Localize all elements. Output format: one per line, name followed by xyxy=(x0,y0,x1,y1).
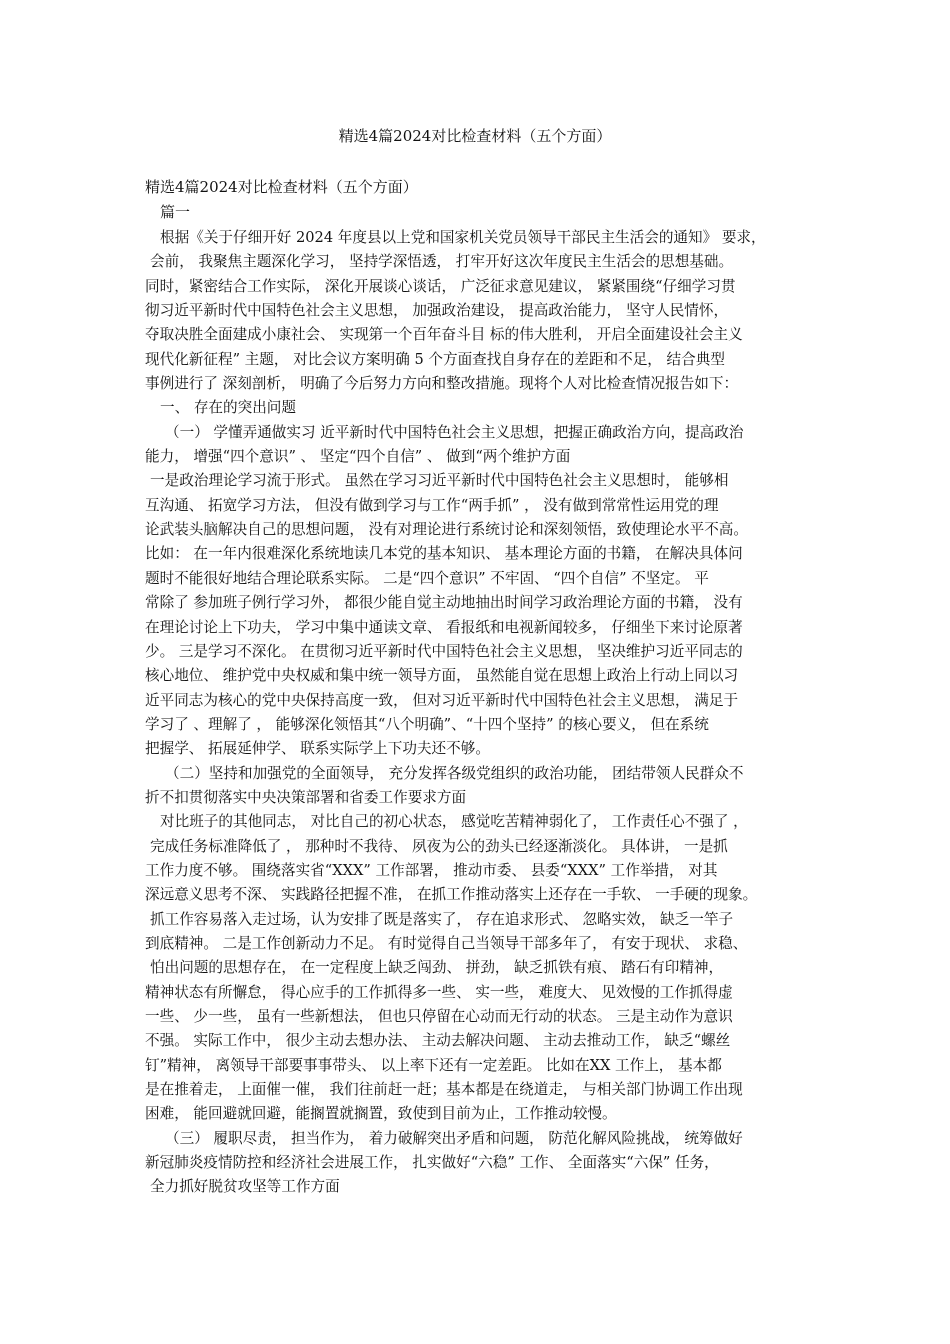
body-line: 在理论讨论上下功夫， 学习中集中通读文章、 看报纸和电视新闻较多， 仔细坐下来讨论原著 xyxy=(145,618,743,636)
body-line: 深远意义思考不深、 实践路径把握不准， 在抓工作推动落实上还存在一手软、 一手硬的现象。 xyxy=(145,886,758,904)
body-line: 一、 存在的突出问题 xyxy=(160,399,296,417)
body-line: 少。 三是学习不深化。 在贯彻习近平新时代中国特色社会主义思想， 坚决维护习近平同志的 xyxy=(145,642,743,660)
body-line: 困难， 能回避就回避，能搁置就搁置，致使到目前为止，工作推动较慢。 xyxy=(145,1105,617,1123)
body-line: （三） 履职尽责， 担当作为， 着力破解突出矛盾和问题， 防范化解风险挑战， 统筹做好 xyxy=(165,1129,743,1147)
body-line: 现代化新征程” 主题， 对比会议方案明确 5 个方面查找自身存在的差距和不足， 结合典型 xyxy=(145,350,725,368)
document-body xyxy=(145,226,825,1200)
body-line: 核心地位、 维护党中央权威和集中统一领导方面， 虽然能自觉在思想上政治上行动上同以习 xyxy=(145,667,739,685)
document-title: 精选4篇2024对比检查材料（五个方面） xyxy=(338,127,612,145)
body-line: 把握学、 拓展延伸学、 联系实际学上下功夫还不够。 xyxy=(145,740,490,758)
body-line: 对比班子的其他同志， 对比自己的初心状态， 感觉吃苦精神弱化了， 工作责任心不强了 ， xyxy=(160,813,748,831)
body-line: 学习了 、理解了 ， 能够深化领悟其“八个明确”、“十四个坚持” 的核心要义， 但在系统 xyxy=(145,715,709,733)
body-line: 折不扣贯彻落实中央决策部署和省委工作要求方面 xyxy=(145,788,467,806)
body-line: 能力， 增强“四个意识” 、 坚定“四个自信” 、 做到“两个维护方面 xyxy=(145,448,571,466)
body-line: 是在推着走， 上面催一催， 我们往前赶一赶；基本都是在绕道走， 与相关部门协调工作出现 xyxy=(145,1081,743,1099)
body-line: 新冠肺炎疫情防控和经济社会进展工作， 扎实做好“六稳” 工作、 全面落实“六保” 任务， xyxy=(145,1154,719,1172)
part-label: 篇一 xyxy=(160,203,191,221)
body-line: 会前， 我聚焦主题深化学习， 坚持学深悟透， 打牢开好这次年度民主生活会的思想基础。 xyxy=(150,253,734,271)
body-line: 钉”精神， 离领导干部要事事带头、 以上率下还有一定差距。 比如在XX 工作上， 基本都 xyxy=(145,1056,722,1074)
body-line: 精神状态有所懈怠， 得心应手的工作抓得多一些、 实一些， 难度大、 见效慢的工作抓得虚 xyxy=(145,983,733,1001)
body-line: 论武装头脑解决自己的思想问题， 没有对理论进行系统讨论和深刻领悟，致使理论水平不高。 xyxy=(145,521,748,539)
body-line: 不强。 实际工作中， 很少主动去想办法、 主动去解决问题、 主动去推动工作， 缺乏“螺丝 xyxy=(145,1032,731,1050)
body-line: 事例进行了 深刻剖析， 明确了今后努力方向和整改措施。现将个人对比检查情况报告如下： xyxy=(145,375,739,393)
body-line: 抓工作容易落入走过场，认为安排了既是落实了， 存在追求形式、 忽略实效， 缺乏一竿子 xyxy=(150,910,734,928)
body-line: 夺取决胜全面建成小康社会、 实现第一个百年奋斗目 标的伟大胜利， 开启全面建设社会主义 xyxy=(145,326,743,344)
body-line: 根据《关于仔细开好 2024 年度县以上党和国家机关党员领导干部民主生活会的通知》 要求， xyxy=(160,229,766,246)
body-line: 题时不能很好地结合理论联系实际。 二是“四个意识” 不牢固、 “四个自信” 不坚定。 平 xyxy=(145,569,709,587)
body-line: 全力抓好脱贫攻坚等工作方面 xyxy=(150,1178,340,1196)
body-line: 互沟通、 拓宽学习方法， 但没有做到学习与工作“两手抓” ， 没有做到常常性运用党的理 xyxy=(145,496,719,514)
body-line: 一是政治理论学习流于形式。 虽然在学习习近平新时代中国特色社会主义思想时， 能够相 xyxy=(150,472,729,490)
body-line: 到底精神。 二是工作创新动力不足。 有时觉得自己当领导干部多年了， 有安于现状、 求稳、 xyxy=(145,934,748,952)
body-line: 比如： 在一年内很难深化系统地读几本党的基本知识、 基本理论方面的书籍， 在解决具体问 xyxy=(145,545,743,563)
body-line: （二）坚持和加强党的全面领导， 充分发挥各级党组织的政治功能， 团结带领人民群众不 xyxy=(165,764,744,782)
body-line: 工作力度不够。 围绕落实省“XXX” 工作部署， 推动市委、 县委“XXX” 工作举措， 对其 xyxy=(145,861,718,879)
body-line: 一些、 少一些， 虽有一些新想法， 但也只停留在心动而无行动的状态。 三是主动作为意识 xyxy=(145,1008,733,1025)
body-line: 近平同志为核心的党中央保持高度一致， 但对习近平新时代中国特色社会主义思想， 满足于 xyxy=(145,691,739,709)
body-line: 同时，紧密结合工作实际， 深化开展谈心谈话， 广泛征求意见建议， 紧紧围绕“仔细学习贯 xyxy=(145,277,736,295)
body-line: 常除了 参加班子例行学习外， 都很少能自觉主动地抽出时间学习政治理论方面的书籍， 没有 xyxy=(145,594,743,612)
body-line: 彻习近平新时代中国特色社会主义思想， 加强政治建设， 提高政治能力， 坚守人民情怀， xyxy=(145,302,729,320)
document-heading: 精选4篇2024对比检查材料（五个方面） xyxy=(145,178,418,196)
body-line: 怕出问题的思想存在， 在一定程度上缺乏闯劲、 拼劲， 缺乏抓铁有痕、 踏石有印精神， xyxy=(150,959,724,977)
body-line: 完成任务标准降低了 ， 那种时不我待、 夙夜为公的劲头已经逐渐淡化。 具体讲， 一是抓 xyxy=(150,837,728,855)
body-line: （一） 学懂弄通做实习 近平新时代中国特色社会主义思想，把握正确政治方向，提高政治 xyxy=(165,423,744,441)
